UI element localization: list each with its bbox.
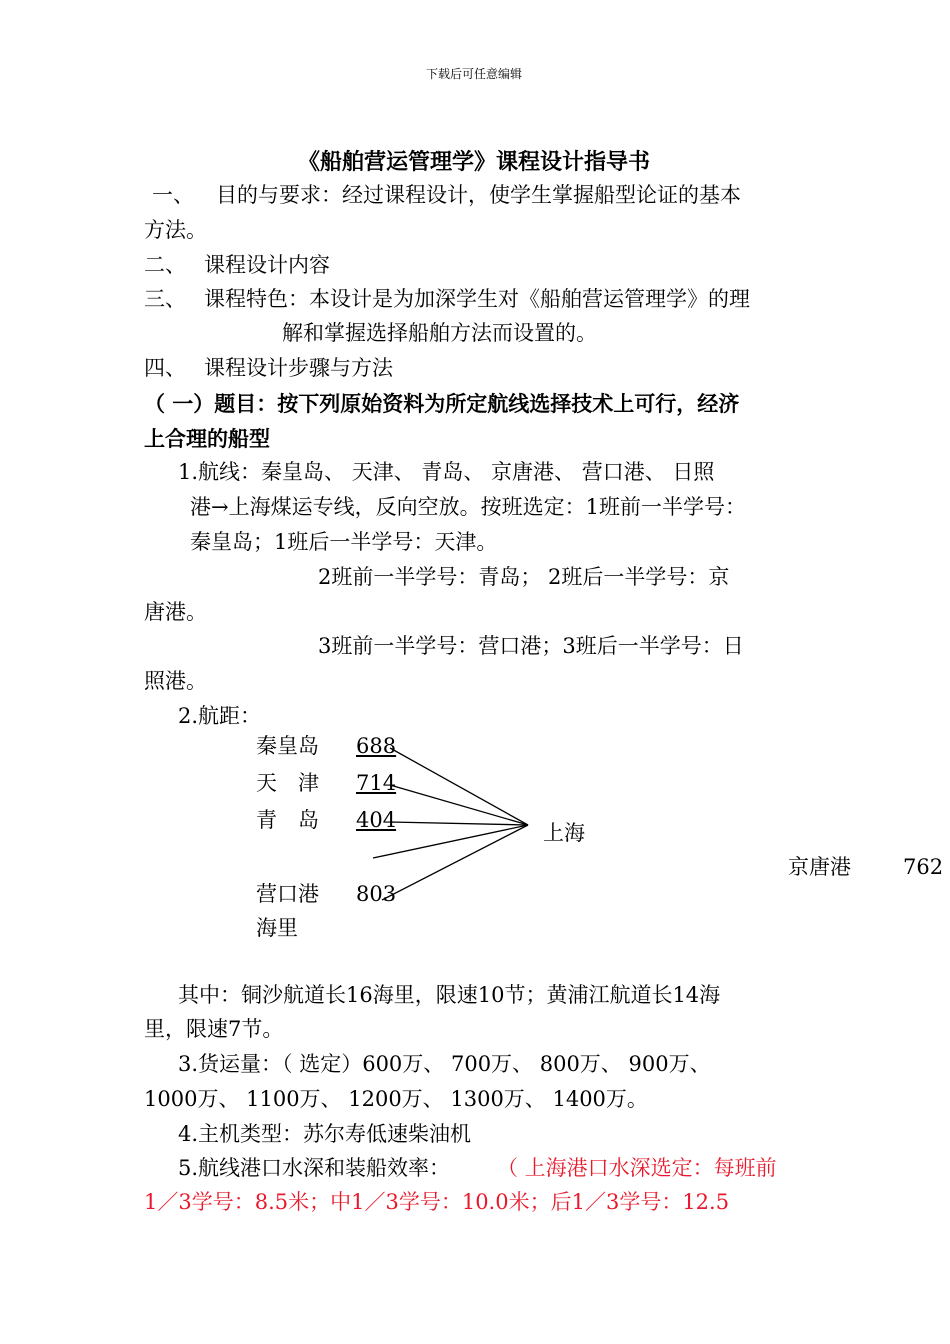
section-2-number: 二、 <box>144 253 186 277</box>
route-line-1: 1.航线：秦皇岛、 天津、 青岛、 京唐港、 营口港、 日照 <box>178 460 715 484</box>
water-depth-note-2: 1／3学号：8.5米；中1／3学号：10.0米；后1／3学号：12.5 <box>144 1190 730 1214</box>
section-1-text: 目的与要求：经过课程设计，使学生掌握船型论证的基本 <box>216 183 741 207</box>
distance-label: 2.航距： <box>178 704 262 728</box>
port-distance-yingkou: 803 <box>356 882 397 906</box>
port-distance-jingtang: 762 <box>903 855 944 879</box>
engine-type: 4.主机类型：苏尔寿低速柴油机 <box>178 1122 472 1146</box>
page-header: 下载后可任意编辑 <box>426 67 523 81</box>
section-2-text: 课程设计内容 <box>204 253 330 277</box>
port-name-yingkou: 营口港 <box>256 882 319 906</box>
document-title: 《船舶营运管理学》课程设计指导书 <box>298 149 651 175</box>
cargo-volume-line-1: 3.货运量：（ 选定）600万、 700万、 800万、 900万、 <box>178 1052 711 1076</box>
port-name-qingdao: 青 岛 <box>256 808 319 832</box>
route-line-7: 照港。 <box>144 669 207 693</box>
water-depth-label: 5.航线港口水深和装船效率： <box>178 1156 451 1180</box>
port-distance-qingdao: 404 <box>356 808 397 832</box>
section-4-text: 课程设计步骤与方法 <box>204 356 393 380</box>
section-1-number: 一、 <box>152 183 194 207</box>
route-line-6: 3班前一半学号：营口港；3班后一半学号：日 <box>318 634 744 658</box>
route-line-2: 港→上海煤运专线，反向空放。按班选定：1班前一半学号： <box>190 495 746 519</box>
section-3-text: 课程特色：本设计是为加深学生对《船舶营运管理学》的理 <box>204 287 750 311</box>
destination-shanghai: 上海 <box>543 821 585 845</box>
water-depth-note-1: （ 上海港口水深选定：每班前 <box>497 1156 777 1180</box>
route-line-3: 秦皇岛；1班后一半学号：天津。 <box>190 530 498 554</box>
section-3-continuation: 解和掌握选择船舶方法而设置的。 <box>282 321 597 345</box>
port-name-jingtang: 京唐港 <box>788 855 851 879</box>
port-distance-qinhuangdao: 688 <box>356 734 397 758</box>
port-name-qinhuangdao: 秦皇岛 <box>256 734 319 758</box>
note-line-2: 里，限速7节。 <box>144 1017 284 1041</box>
note-line-1: 其中：铜沙航道长16海里，限速10节；黄浦江航道长14海 <box>178 983 721 1007</box>
port-distance-tianjin: 714 <box>356 771 397 795</box>
section-3-number: 三、 <box>144 287 186 311</box>
section-4-number: 四、 <box>144 356 186 380</box>
port-name-tianjin: 天 津 <box>256 771 319 795</box>
route-line-4: 2班前一半学号：青岛； 2班后一半学号：京 <box>318 565 730 589</box>
distance-unit: 海里 <box>256 916 298 940</box>
topic-line-1: （ 一）题目：按下列原始资料为所定航线选择技术上可行，经济 <box>144 391 740 416</box>
section-1-continuation: 方法。 <box>144 218 207 242</box>
route-line-5: 唐港。 <box>144 600 207 624</box>
cargo-volume-line-2: 1000万、 1100万、 1200万、 1300万、 1400万。 <box>144 1087 648 1111</box>
topic-line-2: 上合理的船型 <box>144 426 270 451</box>
